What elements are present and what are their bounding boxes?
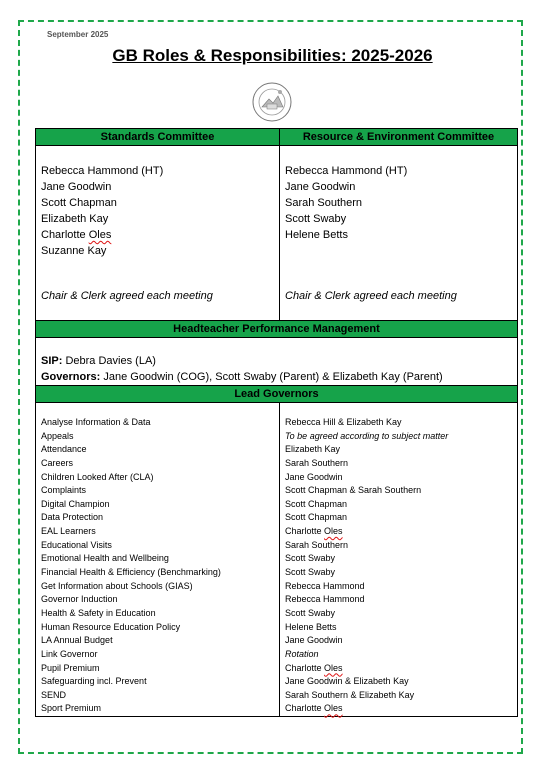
member: Helene Betts — [285, 229, 348, 241]
lead-governor-item: Scott Swaby — [285, 553, 336, 564]
standards-committee-members — [36, 146, 280, 321]
lead-governor-item: Charlotte Oles — [285, 662, 343, 673]
roles-table — [35, 128, 518, 717]
lead-governor-item: Rebecca Hill & Elizabeth Kay — [285, 417, 402, 427]
lead-role-item: Careers — [41, 457, 74, 468]
lead-roles-column — [36, 403, 280, 717]
lead-governor-item: Rebecca Hammond — [285, 580, 365, 591]
document-title: GB Roles & Responsibilities: 2025-2026 — [112, 46, 433, 65]
lead-role-item: Analyse Information & Data — [41, 417, 151, 427]
lead-governor-item: Jane Goodwin — [285, 471, 343, 482]
chair-clerk-note: Chair & Clerk agreed each meeting — [41, 290, 213, 302]
sip-line: SIP: Debra Davies (LA) — [41, 355, 156, 367]
lead-governor-item: Elizabeth Kay — [285, 444, 341, 455]
member: Scott Swaby — [285, 213, 347, 225]
chair-clerk-note: Chair & Clerk agreed each meeting — [285, 290, 457, 302]
lead-governor-item: Scott Chapman & Sarah Southern — [285, 485, 422, 496]
lead-governor-item: Jane Goodwin & Elizabeth Kay — [285, 676, 409, 687]
lead-governor-item: Rotation — [285, 648, 319, 659]
lead-role-item: Children Looked After (CLA) — [41, 471, 154, 482]
lead-governor-item: Scott Chapman — [285, 512, 348, 523]
member: Elizabeth Kay — [41, 213, 109, 225]
lead-governor-item: Sarah Southern — [285, 539, 349, 550]
lead-role-item: EAL Learners — [41, 526, 96, 537]
member: Charlotte Oles — [41, 229, 112, 241]
lead-role-item: Pupil Premium — [41, 662, 100, 673]
governors-line: Governors: Jane Goodwin (COG), Scott Swaby (Parent) & Elizabeth Kay (Parent) — [41, 371, 443, 383]
lead-role-item: Governor Induction — [41, 594, 118, 605]
member: Jane Goodwin — [41, 181, 112, 193]
member: Scott Chapman — [41, 197, 117, 209]
lead-governor-item: Sarah Southern — [285, 457, 349, 468]
lead-governor-item: Helene Betts — [285, 621, 337, 632]
htpm-details — [36, 338, 518, 386]
resource-committee-header: Resource & Environment Committee — [280, 129, 518, 146]
member: Jane Goodwin — [285, 181, 356, 193]
lead-role-item: SEND — [41, 689, 67, 700]
member: Sarah Southern — [285, 197, 363, 209]
resource-committee-members — [280, 146, 518, 321]
member: Suzanne Kay — [41, 245, 107, 257]
lead-role-item: Emotional Health and Wellbeing — [41, 553, 169, 564]
lead-role-item: Data Protection — [41, 512, 104, 523]
lead-governors-column — [280, 403, 518, 717]
lead-governor-item: Sarah Southern & Elizabeth Kay — [285, 689, 415, 700]
standards-committee-header: Standards Committee — [36, 129, 280, 146]
lead-governor-item: Scott Swaby — [285, 607, 336, 618]
lead-governor-item: Charlotte Oles — [285, 526, 343, 537]
lead-role-item: Financial Health & Efficiency (Benchmarking) — [41, 567, 221, 578]
lead-governor-item: Charlotte Oles — [285, 703, 343, 714]
lead-role-item: Sport Premium — [41, 703, 102, 714]
school-logo — [251, 82, 293, 122]
lead-role-item: Appeals — [41, 430, 74, 441]
lead-governors-header: Lead Governors — [36, 386, 518, 403]
lead-role-item: Safeguarding incl. Prevent — [41, 676, 147, 687]
lead-governor-item: Scott Swaby — [285, 567, 336, 578]
htpm-header: Headteacher Performance Management — [36, 321, 518, 338]
lead-role-item: Complaints — [41, 485, 87, 496]
document-date: September 2025 — [47, 30, 109, 39]
lead-role-item: Digital Champion — [41, 498, 110, 509]
lead-role-item: Get Information about Schools (GIAS) — [41, 580, 193, 591]
lead-governor-item: Jane Goodwin — [285, 635, 343, 646]
lead-governor-item: Scott Chapman — [285, 498, 348, 509]
lead-governor-item: To be agreed according to subject matter — [285, 430, 449, 441]
lead-role-item: Educational Visits — [41, 539, 112, 550]
lead-governor-item: Rebecca Hammond — [285, 594, 365, 605]
lead-role-item: Link Governor — [41, 648, 98, 659]
member: Rebecca Hammond (HT) — [41, 165, 164, 177]
lead-role-item: LA Annual Budget — [41, 635, 113, 646]
lead-role-item: Attendance — [41, 444, 87, 455]
lead-role-item: Health & Safety in Education — [41, 607, 156, 618]
lead-role-item: Human Resource Education Policy — [41, 621, 181, 632]
member: Rebecca Hammond (HT) — [285, 165, 408, 177]
